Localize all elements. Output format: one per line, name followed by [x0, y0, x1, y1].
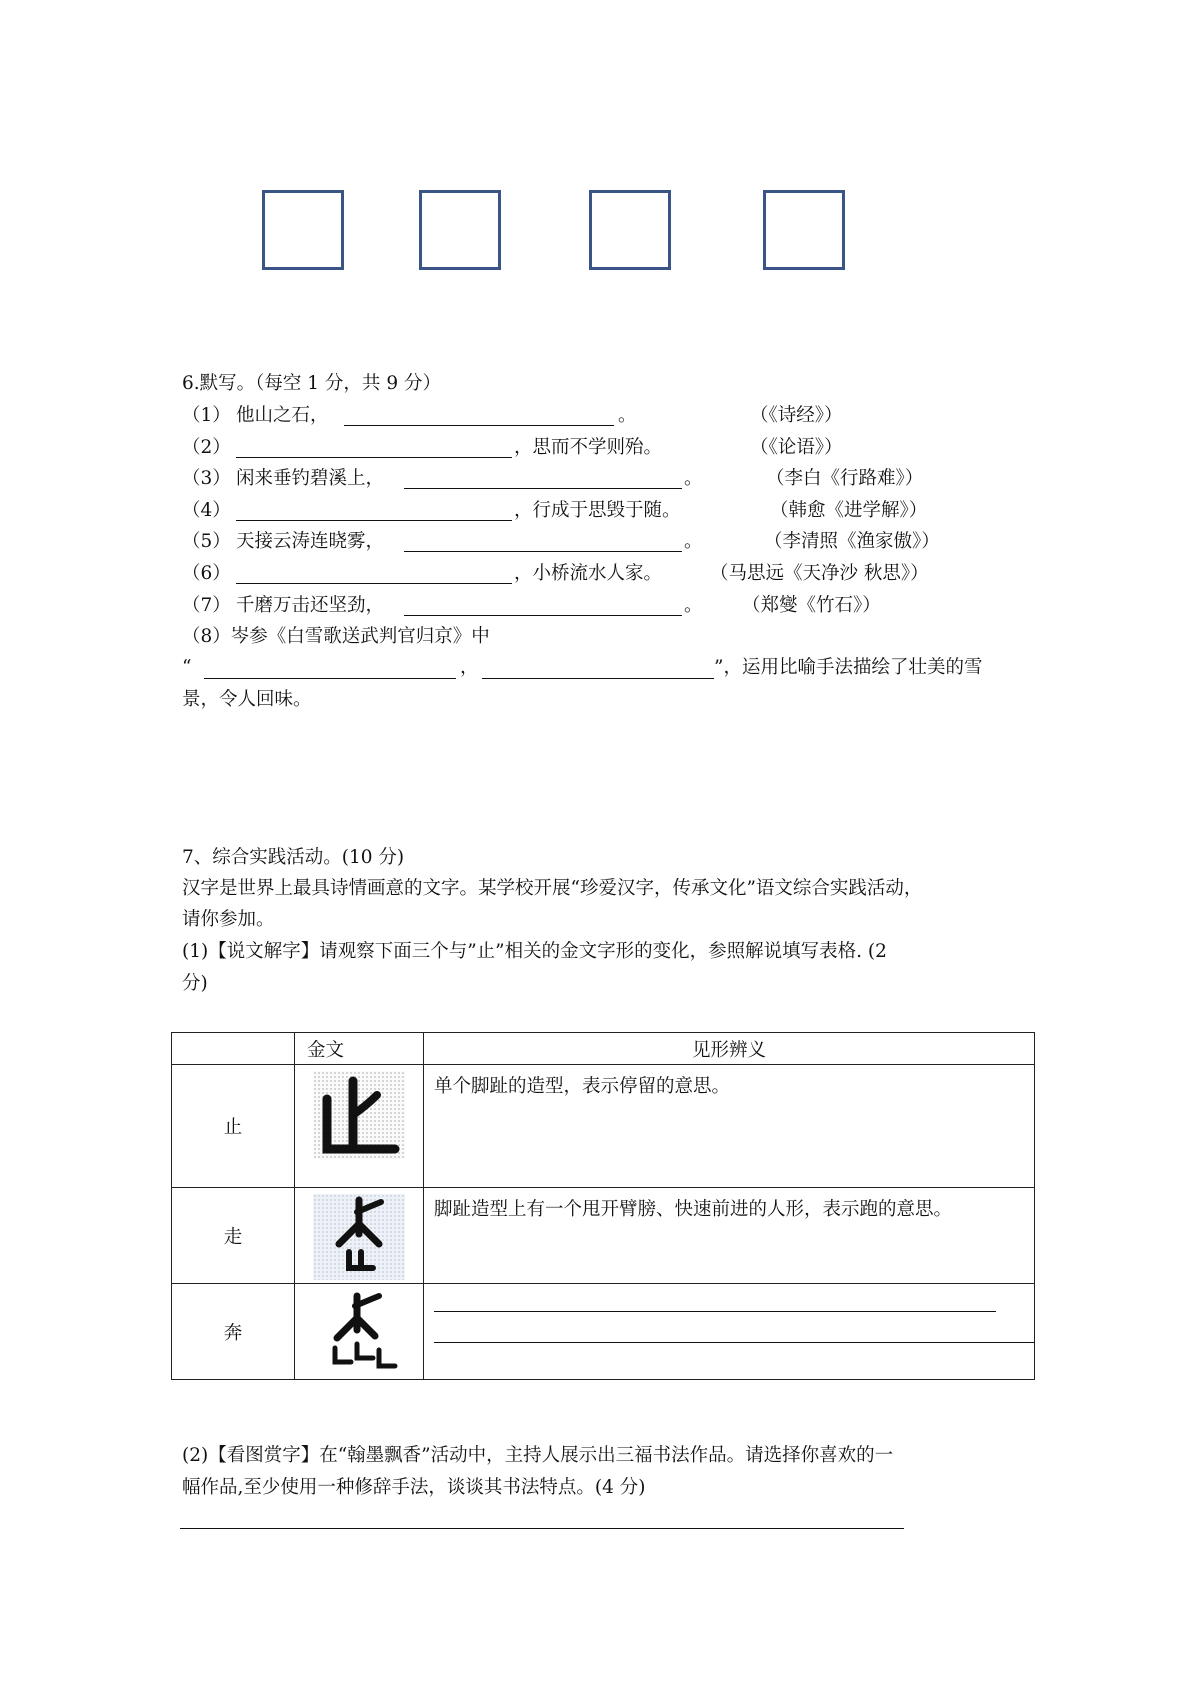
q6-item8-open-quote: “	[182, 657, 192, 678]
q6-item5-blank[interactable]	[404, 551, 682, 552]
q6-item2-after: ，思而不学则殆。	[514, 437, 663, 458]
q7-sub1-line2: 分)	[182, 973, 208, 994]
q6-item6-blank[interactable]	[236, 583, 512, 584]
q6-item5-after: 。	[684, 531, 703, 552]
q7-sub2-line2: 幅作品,至少使用一种修辞手法，谈谈其书法特点。(4 分)	[182, 1477, 646, 1498]
row-desc-zhi-text: 单个脚趾的造型，表示停留的意思。	[434, 1076, 731, 1097]
q6-item1-after: 。	[618, 405, 637, 426]
q6-item3-num: （3）	[182, 468, 231, 489]
q6-item1-num: （1）	[182, 405, 231, 426]
row-desc-zhi	[424, 1065, 1035, 1188]
q6-item8-comma: ，	[460, 657, 479, 678]
q7-intro-line1: 汉字是世界上最具诗情画意的文字。某学校开展“珍爱汉字，传承文化”语文综合实践活动，	[182, 878, 923, 899]
q7-sub2-answer-line[interactable]	[180, 1528, 904, 1529]
q7-sub2-line1: (2)【看图赏字】在“翰墨飘香”活动中，主持人展示出三福书法作品。请选择你喜欢的一	[182, 1445, 894, 1466]
header-empty	[172, 1033, 295, 1065]
q6-item7-num: （7）	[182, 595, 231, 616]
q6-item4-num: （4）	[182, 500, 231, 521]
row-char-zou: 走	[172, 1188, 295, 1284]
q6-item2-num: （2）	[182, 437, 231, 458]
jinwen-ben-image	[313, 1290, 405, 1378]
q6-item6-num: （6）	[182, 563, 231, 584]
answer-box-1[interactable]	[262, 190, 344, 270]
q6-item2-source: （《论语》）	[750, 437, 843, 458]
q6-item5-num: （5）	[182, 531, 231, 552]
q7-sub1-line1: (1)【说文解字】请观察下面三个与”止”相关的金文字形的变化，参照解说填写表格. (2	[182, 941, 887, 962]
glyph-cell-ben	[295, 1284, 424, 1380]
q6-item7-after: 。	[684, 595, 703, 616]
q6-item7-blank[interactable]	[404, 615, 682, 616]
q7-title: 7、综合实践活动。(10 分)	[182, 847, 405, 868]
q6-item7-source: （郑燮《竹石》）	[742, 595, 881, 616]
row-desc-zou-text: 脚趾造型上有一个甩开臂膀、快速前进的人形，表示跑的意思。	[434, 1199, 953, 1220]
q6-item3-source: （李白《行路难》）	[766, 468, 924, 489]
q6-item1-source: （《诗经》）	[750, 405, 843, 426]
q6-item4-source: （韩愈《进学解》）	[770, 500, 928, 521]
glyph-cell-zou	[295, 1188, 424, 1284]
q7-intro-line2: 请你参加。	[182, 909, 275, 930]
answer-box-3[interactable]	[589, 190, 671, 270]
jinwen-zou-image	[313, 1194, 405, 1280]
row-char-ben: 奔	[172, 1284, 295, 1380]
table-header-row	[172, 1033, 1035, 1065]
q6-item8-blank-b[interactable]	[482, 678, 714, 679]
q6-item2-blank[interactable]	[236, 457, 512, 458]
header-jinwen: 金文	[295, 1033, 424, 1065]
q6-item5-source: （李清照《渔家傲》）	[764, 531, 940, 552]
q6-item8-line1: （8）岑参《白雪歌送武判官归京》中	[182, 626, 490, 647]
jinwen-zhi-image	[313, 1071, 405, 1159]
q6-item5-before: 天接云涛连晓雾，	[236, 531, 385, 552]
q6-item3-after: 。	[684, 468, 703, 489]
q6-item1-blank[interactable]	[344, 425, 614, 426]
q6-item8-blank-a[interactable]	[204, 678, 456, 679]
ben-answer-line-1[interactable]	[434, 1311, 996, 1312]
answer-box-2[interactable]	[419, 190, 501, 270]
q6-item7-before: 千磨万击还坚劲，	[236, 595, 385, 616]
q6-item4-after: ，行成于思毁于随。	[514, 500, 681, 521]
table-row	[172, 1284, 1035, 1380]
q6-item6-source: （马思远《天净沙 秋思》）	[710, 563, 929, 584]
q6-item1-before: 他山之石，	[236, 405, 329, 426]
q6-item6-after: ，小桥流水人家。	[514, 563, 663, 584]
header-meaning: 见形辨义	[424, 1033, 1035, 1065]
q6-item3-blank[interactable]	[404, 488, 682, 489]
q6-item8-tail: ”，运用比喻手法描绘了壮美的雪	[714, 657, 983, 678]
q6-item8-line3: 景，令人回味。	[182, 689, 312, 710]
table-row	[172, 1188, 1035, 1284]
row-desc-zou	[424, 1188, 1035, 1284]
row-desc-ben[interactable]	[424, 1284, 1035, 1380]
ben-answer-line-2[interactable]	[434, 1342, 1034, 1343]
q6-item3-before: 闲来垂钓碧溪上，	[236, 468, 385, 489]
answer-box-4[interactable]	[763, 190, 845, 270]
table-row	[172, 1065, 1035, 1188]
glyph-cell-zhi	[295, 1065, 424, 1188]
q6-item4-blank[interactable]	[236, 520, 512, 521]
jinwen-table	[171, 1032, 1035, 1380]
row-char-zhi: 止	[172, 1065, 295, 1188]
q6-title: 6.默写。（每空 1 分，共 9 分）	[182, 373, 441, 394]
